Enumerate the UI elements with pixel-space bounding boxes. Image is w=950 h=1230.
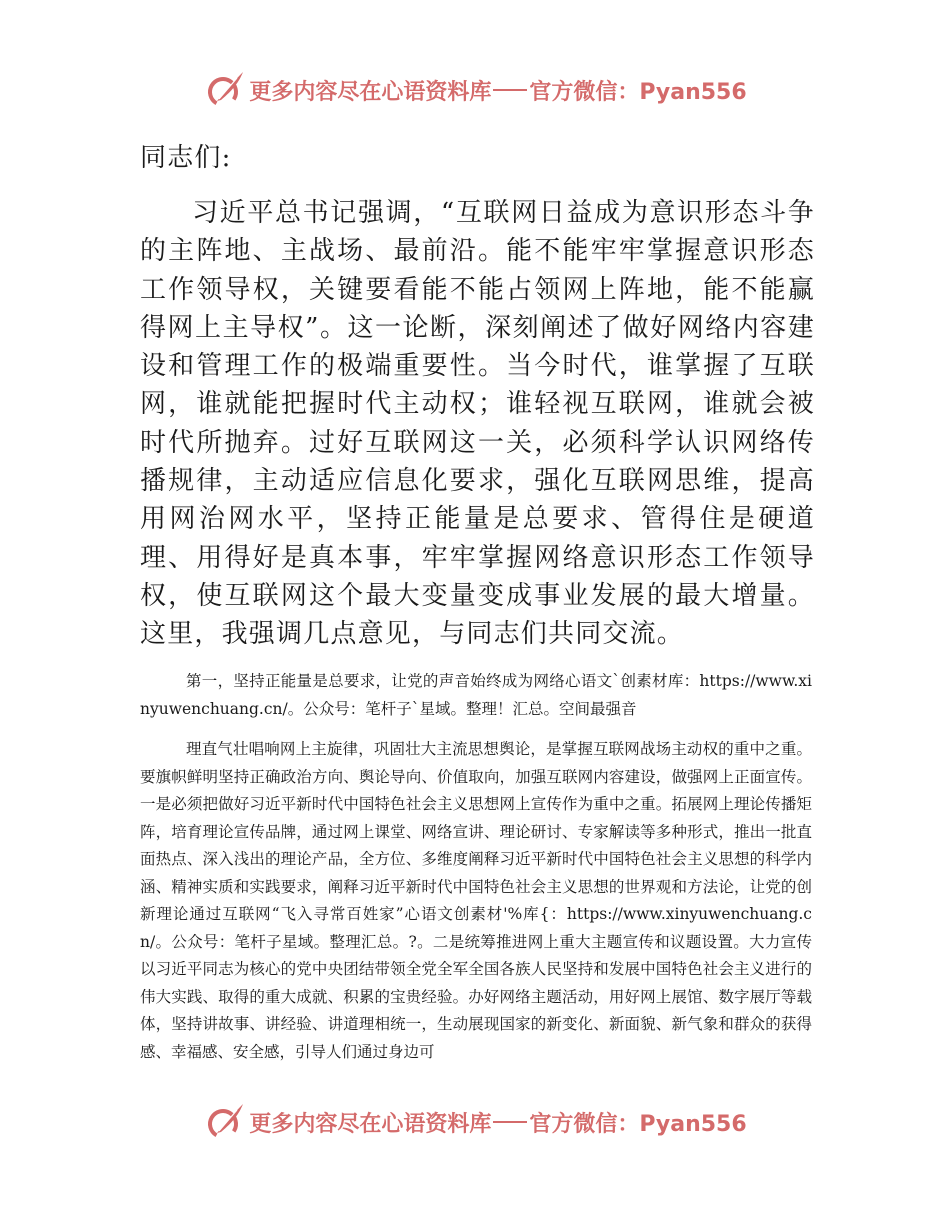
section-one-heading: 第一，坚持正能量是总要求，让党的声音始终成为网络心语文`创素材库：https://www.xinyuwenchuang.cn/。公众号：笔杆子`星域。整理！汇总。空间最强音 <box>140 672 812 718</box>
banner-wechat-text: 官方微信：Pyan556 <box>529 1111 747 1137</box>
salutation: 同志们: <box>140 143 232 173</box>
opening-paragraph: 习近平总书记强调，“互联网日益成为意识形态斗争的主阵地、主战场、最前沿。能不能牢牢掌握意识形态工作领导权，关键要看能不能占领网上阵地，能不能赢得网上主导权”。这一论断，深刻阐述了做好网络内容建设和管理工作的极端重要性。当今时代，谁掌握了互联网，谁就能把握时代主动权；谁轻视互联网，谁就会被时代所抛弃。过好互联网这一关，必须科学认识网络传播规律，主动适应信息化要求，强化互联网思维，提高用网治网水平，坚持正能量是总要求、管得住是硬道理、用得好是真本事，牢牢掌握网络意识形态工作领导权，使互联网这个最大变量变成事业发展的最大增量。这里，我强调几点意见，与同志们共同交流。 <box>140 198 815 650</box>
banner-main-text: 更多内容尽在心语资料库 <box>249 1111 492 1137</box>
banner-wechat-text: 官方微信：Pyan556 <box>529 79 747 105</box>
footer-watermark-banner <box>0 1098 950 1146</box>
section-one-body: 理直气壮唱响网上主旋律，巩固壮大主流思想舆论，是掌握互联网战场主动权的重中之重。要旗帜鲜明坚持正确政治方向、舆论导向、价值取向，加强互联网内容建设，做强网上正面宣传。一是必须把做好习近平新时代中国特色社会主义思想网上宣传作为重中之重。拓展网上理论传播矩阵，培育理论宣传品牌，通过网上课堂、网络宣讲、理论研讨、专家解读等多种形式，推出一批直面热点、深入浅出的理论产品，全方位、多维度阐释习近平新时代中国特色社会主义思想的科学内涵、精神实质和实践要求，阐释习近平新时代中国特色社会主义思想的世界观和方法论，让党的创新理论通过互联网“飞入寻常百姓家”心语文创素材'%库{：https://www.xinyuwenchuang.cn/。公众号：笔杆子星域。整理汇总。?。二是统筹推进网上重大主题宣传和议题设置。大力宣传以习近平同志为核心的党中央团结带领全党全军全国各族人民坚持和发展中国特色社会主义进行的伟大实践、取得的重大成就、积累的宝贵经验。办好网络主题活动，用好网上展馆、数字展厅等载体，坚持讲故事、讲经验、讲道理相统一，生动展现国家的新变化、新面貌、新气象和群众的获得感、幸福感、安全感，引导人们通过身边可 <box>140 740 812 1061</box>
quill-logo-icon <box>203 1100 247 1144</box>
banner-dash-divider <box>493 1121 527 1123</box>
banner-dash-divider <box>493 89 527 91</box>
quill-logo-icon <box>203 68 247 112</box>
banner-main-text: 更多内容尽在心语资料库 <box>249 79 492 105</box>
header-watermark-banner <box>0 66 950 114</box>
